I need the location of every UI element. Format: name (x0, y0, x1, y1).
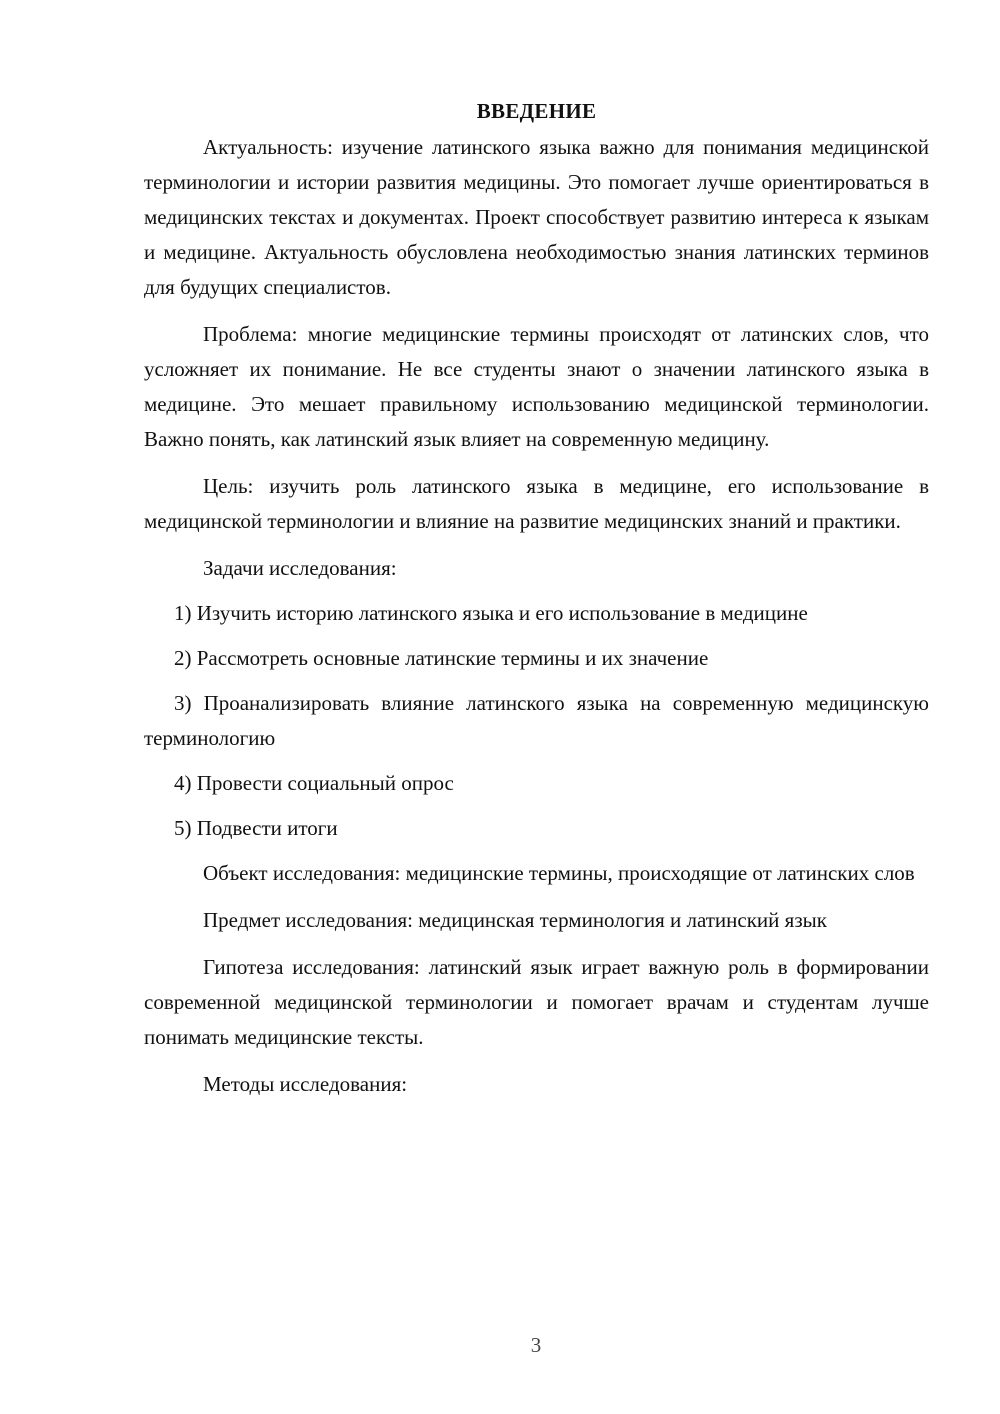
subject-paragraph: Предмет исследования: медицинская терминология и латинский язык (203, 908, 827, 932)
problem-paragraph: Проблема: многие медицинские термины происходят от латинских слов, что усложняет их понимание. Не все студенты знают о значении латинского языка в медицине. Это мешает правильному использованию медицинской терминологии. Важно понять, как латинский язык влияет на современную медицину. (144, 322, 929, 451)
goal-paragraph: Цель: изучить роль латинского языка в медицине, его использование в медицинской терминологии и влияние на развитие медицинских знаний и практики. (144, 474, 929, 533)
task-item: 2) Рассмотреть основные латинские термины и их значение (174, 646, 709, 670)
page-title: ВВЕДЕНИЕ (476, 99, 597, 123)
page-content (144, 96, 929, 1112)
methods-heading: Методы исследования: (203, 1072, 408, 1096)
task-item: 1) Изучить историю латинского языка и его использование в медицине (174, 601, 808, 625)
tasks-heading: Задачи исследования: (203, 556, 397, 580)
object-paragraph: Объект исследования: медицинские термины, происходящие от латинских слов (203, 861, 915, 885)
task-item: 3) Проанализировать влияние латинского языка на современную медицинскую терминологию (144, 691, 929, 750)
page-number: 3 (530, 1333, 542, 1357)
task-item: 4) Провести социальный опрос (174, 771, 454, 795)
task-item: 5) Подвести итоги (174, 816, 338, 840)
relevance-paragraph: Актуальность: изучение латинского языка важно для понимания медицинской терминологии и истории развития медицины. Это помогает лучше ориентироваться в медицинских текстах и документах. Проект способствует развитию интереса к языкам и медицине. Актуальность обусловлена необходимостью знания латинских терминов для будущих специалистов. (144, 135, 929, 299)
hypothesis-paragraph: Гипотеза исследования: латинский язык играет важную роль в формировании современной медицинской терминологии и помогает врачам и студентам лучше понимать медицинские тексты. (144, 955, 929, 1049)
